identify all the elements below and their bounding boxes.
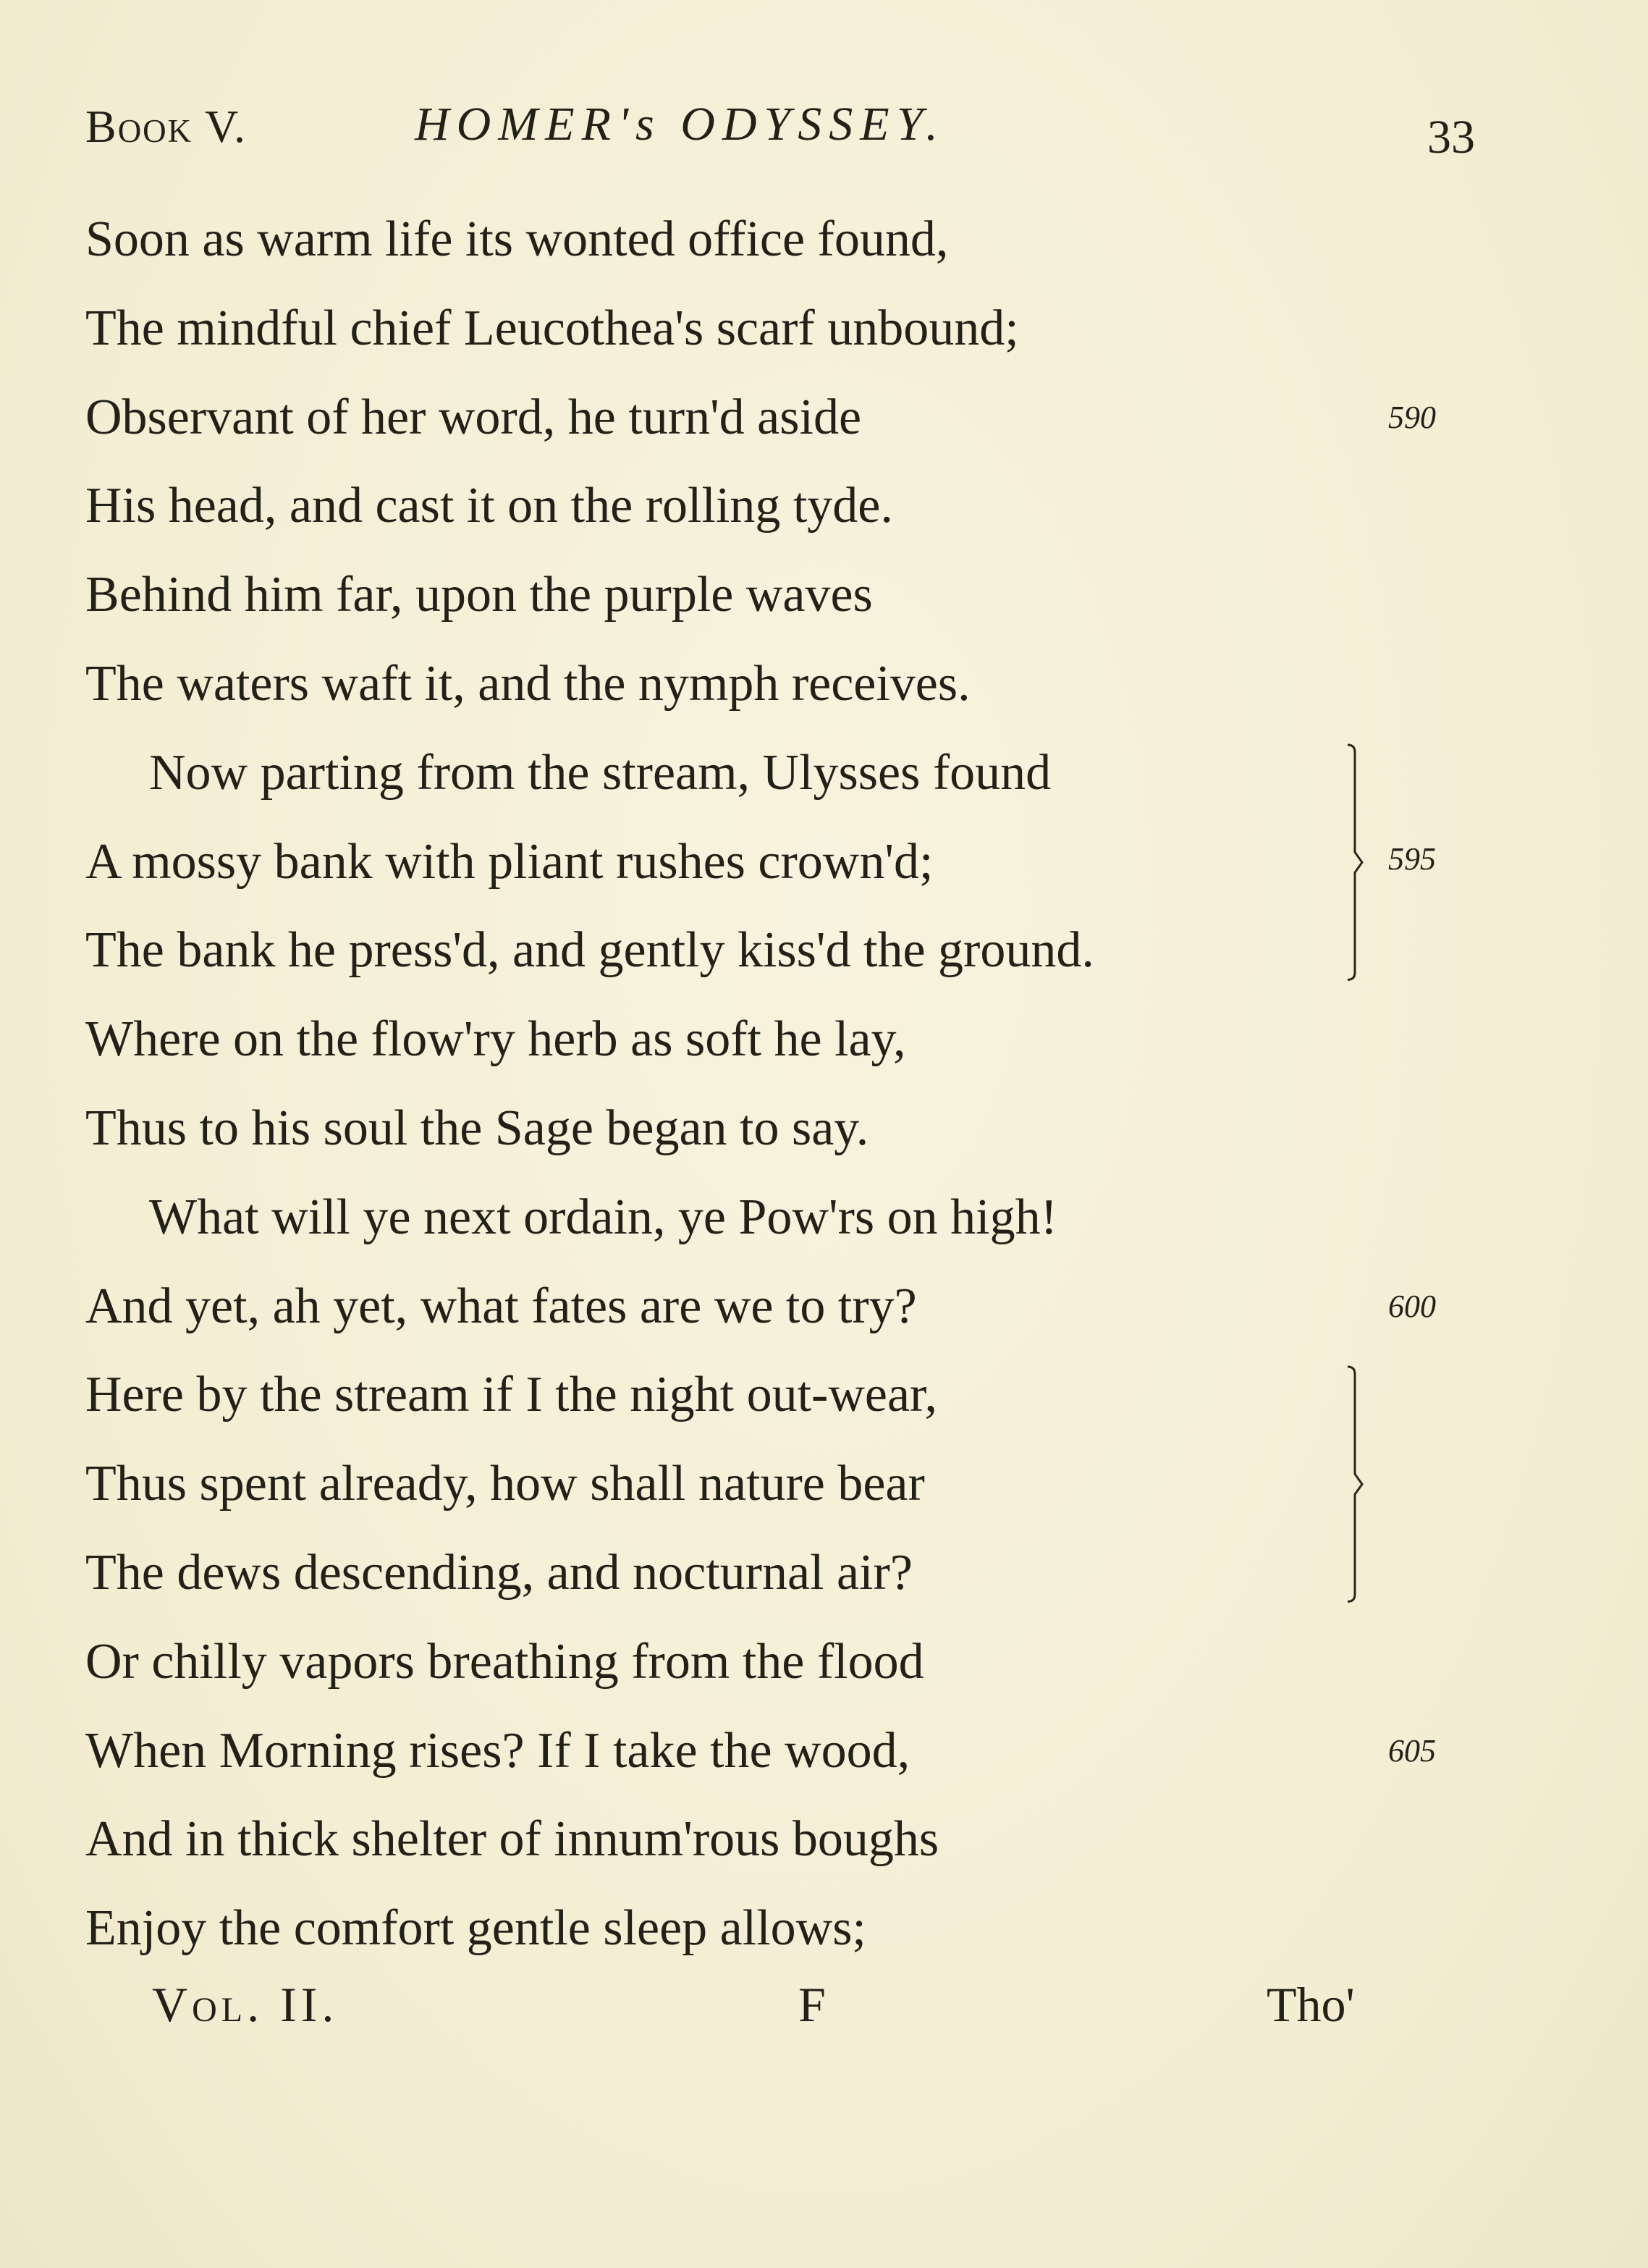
line-number: 595 (1388, 841, 1436, 877)
poem-line-text: The dews descending, and nocturnal air? (85, 1544, 913, 1601)
triplet-brace (1338, 1364, 1381, 1604)
poem-line-text: Now parting from the stream, Ulysses found (149, 744, 1052, 801)
poem-line (85, 1884, 1461, 1973)
poem-line-text: Thus spent already, how shall nature bear (85, 1456, 925, 1512)
poem-line (85, 1529, 1461, 1618)
poem-line-text: Thus to his soul the Sage began to say. (85, 1100, 869, 1156)
poem-line (85, 1440, 1461, 1529)
poem-line (85, 1795, 1461, 1884)
page-footer (85, 1976, 1388, 2049)
poem-line (85, 640, 1461, 729)
poem-line (85, 995, 1461, 1084)
poem-line-text: And yet, ah yet, what fates are we to try? (85, 1278, 917, 1334)
catchword: Tho' (1267, 1977, 1355, 2032)
line-number: 590 (1388, 399, 1436, 435)
poem-line (85, 1618, 1461, 1707)
poem-line-text: When Morning rises? If I take the wood, (85, 1722, 910, 1779)
line-number: 600 (1388, 1288, 1436, 1324)
poem-text (85, 195, 1461, 1973)
volume-label: Vol. II. (152, 1977, 339, 2032)
signature-mark: F (798, 1977, 826, 2032)
poem-line (85, 906, 1461, 995)
running-header (85, 93, 1475, 164)
poem-line-text: Enjoy the comfort gentle sleep allows; (85, 1900, 866, 1957)
book-label: Book V. (85, 101, 247, 152)
poem-line (85, 551, 1461, 640)
poem-line-text: Observant of her word, he turn'd aside (85, 389, 862, 445)
poem-line (85, 1262, 1461, 1352)
poem-line-text: The waters waft it, and the nymph receives. (85, 655, 971, 712)
poem-line (85, 729, 1461, 818)
poem-line (85, 1173, 1461, 1262)
poem-line (85, 374, 1461, 463)
page-number: 33 (1427, 111, 1475, 164)
poem-line (85, 1351, 1461, 1440)
poem-line-text: Where on the flow'ry herb as soft he lay, (85, 1011, 906, 1068)
triplet-brace (1338, 742, 1381, 982)
poem-line-text: The bank he press'd, and gently kiss'd the ground. (85, 922, 1094, 979)
poem-line (85, 1707, 1461, 1796)
poem-line-text: Or chilly vapors breathing from the flood (85, 1633, 924, 1690)
poem-line-text: Soon as warm life its wonted office found, (85, 211, 949, 267)
poem-line-text: Here by the stream if I the night out-wear, (85, 1367, 938, 1423)
poem-line-text: A mossy bank with pliant rushes crown'd; (85, 833, 934, 890)
running-title: HOMER's ODYSSEY. (415, 98, 945, 151)
poem-line-text: And in thick shelter of innum'rous boughs (85, 1811, 939, 1868)
poem-line (85, 195, 1461, 284)
poem-line-text: Behind him far, upon the purple waves (85, 567, 873, 623)
poem-line-text: What will ye next ordain, ye Pow'rs on high! (149, 1189, 1057, 1245)
poem-line (85, 462, 1461, 551)
poem-line-text: His head, and cast it on the rolling tyde. (85, 478, 893, 534)
poem-line (85, 1084, 1461, 1173)
line-number: 605 (1388, 1732, 1436, 1769)
poem-line-text: The mindful chief Leucothea's scarf unbound; (85, 300, 1019, 356)
poem-line (85, 284, 1461, 374)
poem-line (85, 818, 1461, 907)
